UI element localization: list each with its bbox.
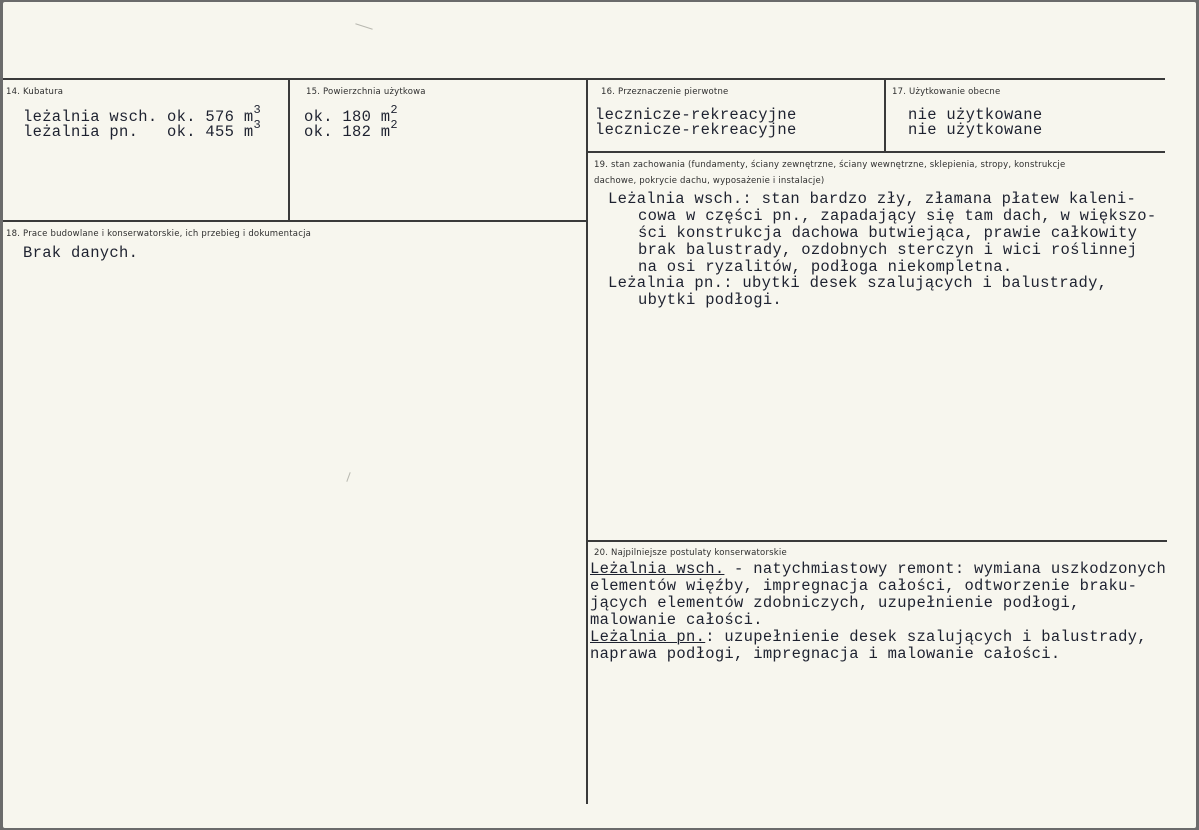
kubatura-exponent: 3 bbox=[253, 118, 261, 132]
field-label-powierzchnia: 15. Powierzchnia użytkowa bbox=[306, 87, 426, 97]
postulaty-line: jących elementów zdobniczych, uzupełnienie podłogi, bbox=[590, 594, 1080, 612]
kubatura-name: leżalnia wsch. bbox=[23, 108, 158, 126]
field-label-kubatura: 14. Kubatura bbox=[6, 87, 64, 97]
kubatura-name: leżalnia pn. bbox=[23, 123, 139, 141]
postulaty-line: elementów więźby, impregnacja całości, odtworzenie braku- bbox=[590, 577, 1138, 595]
powierzchnia-value: ok. 182 m bbox=[304, 123, 391, 141]
paper-mark bbox=[346, 472, 350, 482]
postulaty-line: naprawa podłogi, impregnacja i malowanie całości. bbox=[590, 645, 1061, 663]
paper-mark bbox=[355, 23, 372, 30]
kubatura-value: ok. 576 m bbox=[167, 108, 254, 126]
stan-line bbox=[608, 192, 1136, 207]
stan-line: ubytki podłogi. bbox=[638, 291, 783, 309]
field-label-stan: 19. stan zachowania (fundamenty, ściany zewnętrzne, ściany wewnętrzne, sklepienia, stropy, konstrukcje dachowe, pokrycie dachu, wyposażenie i instalacje) bbox=[594, 160, 1066, 186]
rule-above-18 bbox=[3, 220, 587, 222]
prace-value: Brak danych. bbox=[23, 244, 139, 262]
stan-item-name: Leżalnia pn. bbox=[608, 274, 724, 292]
kubatura-exponent: 3 bbox=[253, 103, 261, 117]
uzytkowanie-value: nie użytkowane bbox=[908, 106, 1043, 124]
postulaty-line bbox=[590, 562, 1166, 577]
kubatura-row bbox=[23, 118, 261, 141]
stan-item-name: Leżalnia wsch. bbox=[608, 190, 743, 208]
rule-under-16-17 bbox=[587, 151, 1165, 153]
postulaty-line bbox=[590, 630, 1147, 645]
powierzchnia-exponent: 2 bbox=[390, 103, 398, 117]
stan-line: cowa w części pn., zapadający się tam dach, w większo- bbox=[638, 207, 1157, 225]
stan-line bbox=[608, 276, 1107, 291]
center-divider bbox=[586, 79, 588, 804]
przeznaczenie-value: lecznicze-rekreacyjne bbox=[595, 106, 797, 124]
inventory-card bbox=[3, 2, 1196, 828]
stan-line: na osi ryzalitów, podłoga niekompletna. bbox=[638, 258, 1013, 276]
stan-line: brak balustrady, ozdobnych sterczyn i wici roślinnej bbox=[638, 241, 1138, 259]
field-label-przeznaczenie: 16. Przeznaczenie pierwotne bbox=[601, 87, 729, 97]
uzytkowanie-value: nie użytkowane bbox=[908, 121, 1043, 139]
divider-14-15 bbox=[288, 79, 290, 221]
powierzchnia-row bbox=[304, 118, 398, 141]
postulaty-line: malowanie całości. bbox=[590, 611, 763, 629]
postulaty-text: : uzupełnienie desek szalujących i balustrady, bbox=[705, 628, 1147, 646]
stan-text: : ubytki desek szalujących i balustrady, bbox=[723, 274, 1108, 292]
stan-line: ści konstrukcja dachowa butwiejąca, prawie całkowity bbox=[638, 224, 1138, 242]
divider-16-17 bbox=[884, 79, 886, 151]
postulaty-text: - natychmiastowy remont: wymiana uszkodzonych bbox=[724, 560, 1167, 578]
powierzchnia-exponent: 2 bbox=[390, 118, 398, 132]
rule-above-20 bbox=[587, 540, 1167, 542]
kubatura-value: ok. 455 m bbox=[167, 123, 254, 141]
powierzchnia-value: ok. 180 m bbox=[304, 108, 391, 126]
field-label-uzytkowanie: 17. Użytkowanie obecne bbox=[892, 87, 1001, 97]
postulaty-item-name: Leżalnia pn. bbox=[590, 628, 706, 646]
field-label-postulaty: 20. Najpilniejsze postulaty konserwatorskie bbox=[594, 548, 787, 558]
stan-text: : stan bardzo zły, złamana płatew kaleni- bbox=[742, 190, 1137, 208]
przeznaczenie-value: lecznicze-rekreacyjne bbox=[595, 121, 797, 139]
postulaty-item-name: Leżalnia wsch. bbox=[590, 560, 725, 578]
top-rule bbox=[3, 78, 1165, 80]
field-label-prace: 18. Prace budowlane i konserwatorskie, ich przebieg i dokumentacja bbox=[6, 229, 312, 239]
